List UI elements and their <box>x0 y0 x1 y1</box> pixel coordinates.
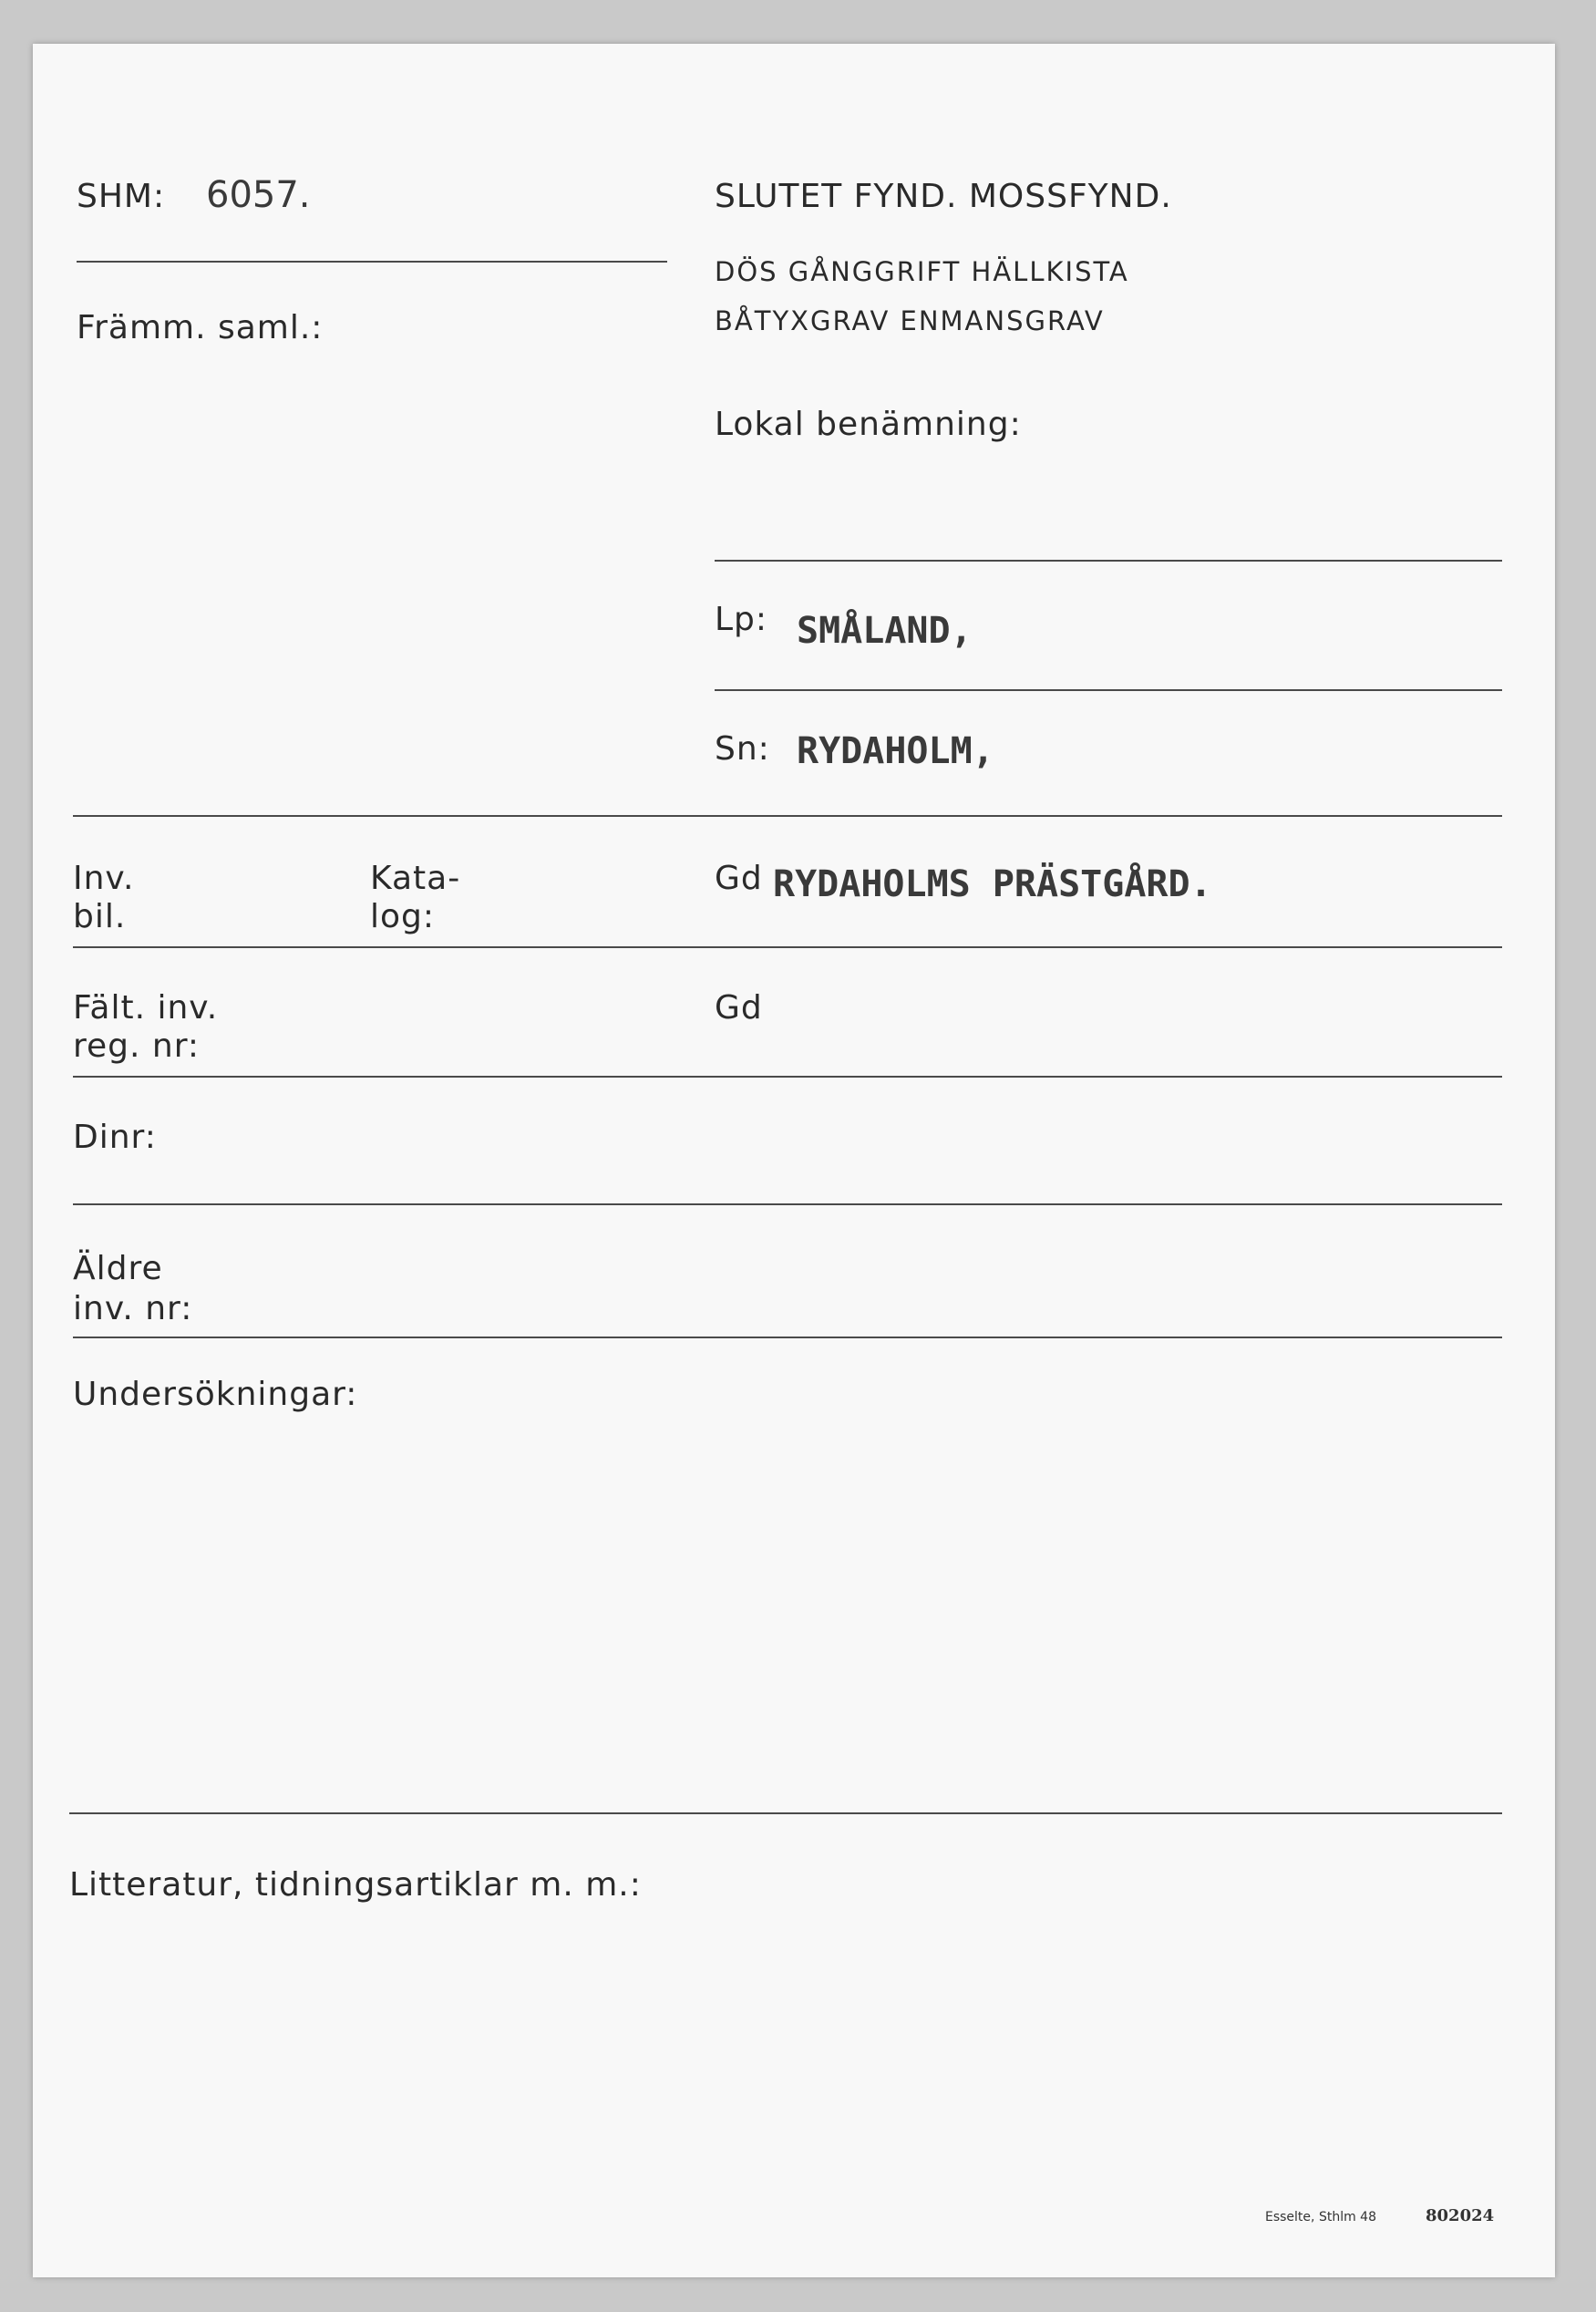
divider-lp <box>715 689 1502 691</box>
aldre-label-1: Äldre <box>73 1250 163 1287</box>
inv-bil-label-1: Inv. <box>73 860 135 897</box>
divider-undersokningar <box>69 1812 1502 1814</box>
framm-saml-label: Främm. saml.: <box>77 309 324 346</box>
dinr-label: Dinr: <box>73 1119 157 1156</box>
aldre-label-2: inv. nr: <box>73 1290 193 1327</box>
falt-inv-label-2: reg. nr: <box>73 1027 201 1065</box>
divider-dinr <box>73 1203 1502 1205</box>
divider-inv <box>73 946 1502 948</box>
grave-types-line-1: DÖS GÅNGGRIFT HÄLLKISTA <box>715 256 1129 287</box>
divider-falt <box>73 1076 1502 1078</box>
sn-label: Sn: <box>715 730 770 768</box>
shm-label: SHM: <box>77 178 166 215</box>
katalog-label-1: Kata- <box>370 860 461 897</box>
inv-bil-label-2: bil. <box>73 898 127 935</box>
divider-sn <box>73 815 1502 817</box>
catalog-card <box>33 44 1555 2277</box>
lokal-benamning-label: Lokal benämning: <box>715 406 1022 443</box>
sn-value: RYDAHOLM, <box>797 730 994 772</box>
lp-value: SMÅLAND, <box>797 610 973 652</box>
divider-shm <box>77 261 667 263</box>
falt-inv-label-1: Fält. inv. <box>73 989 219 1027</box>
grave-types-line-2: BÅTYXGRAV ENMANSGRAV <box>715 305 1105 336</box>
gd-value: RYDAHOLMS PRÄSTGÅRD. <box>773 863 1212 905</box>
shm-number: 6057. <box>206 174 311 216</box>
category-line: SLUTET FYND. MOSSFYND. <box>715 178 1172 215</box>
undersokningar-label: Undersökningar: <box>73 1376 358 1413</box>
gd-label: Gd <box>715 860 763 897</box>
printer-imprint: Esselte, Sthlm 48 <box>1265 2210 1376 2224</box>
katalog-label-2: log: <box>370 898 436 935</box>
divider-aldre <box>73 1337 1502 1338</box>
lp-label: Lp: <box>715 601 768 638</box>
gd2-label: Gd <box>715 989 763 1027</box>
litteratur-label: Litteratur, tidningsartiklar m. m.: <box>69 1866 642 1904</box>
divider-lokal <box>715 560 1502 562</box>
form-number: 802024 <box>1426 2206 1495 2225</box>
